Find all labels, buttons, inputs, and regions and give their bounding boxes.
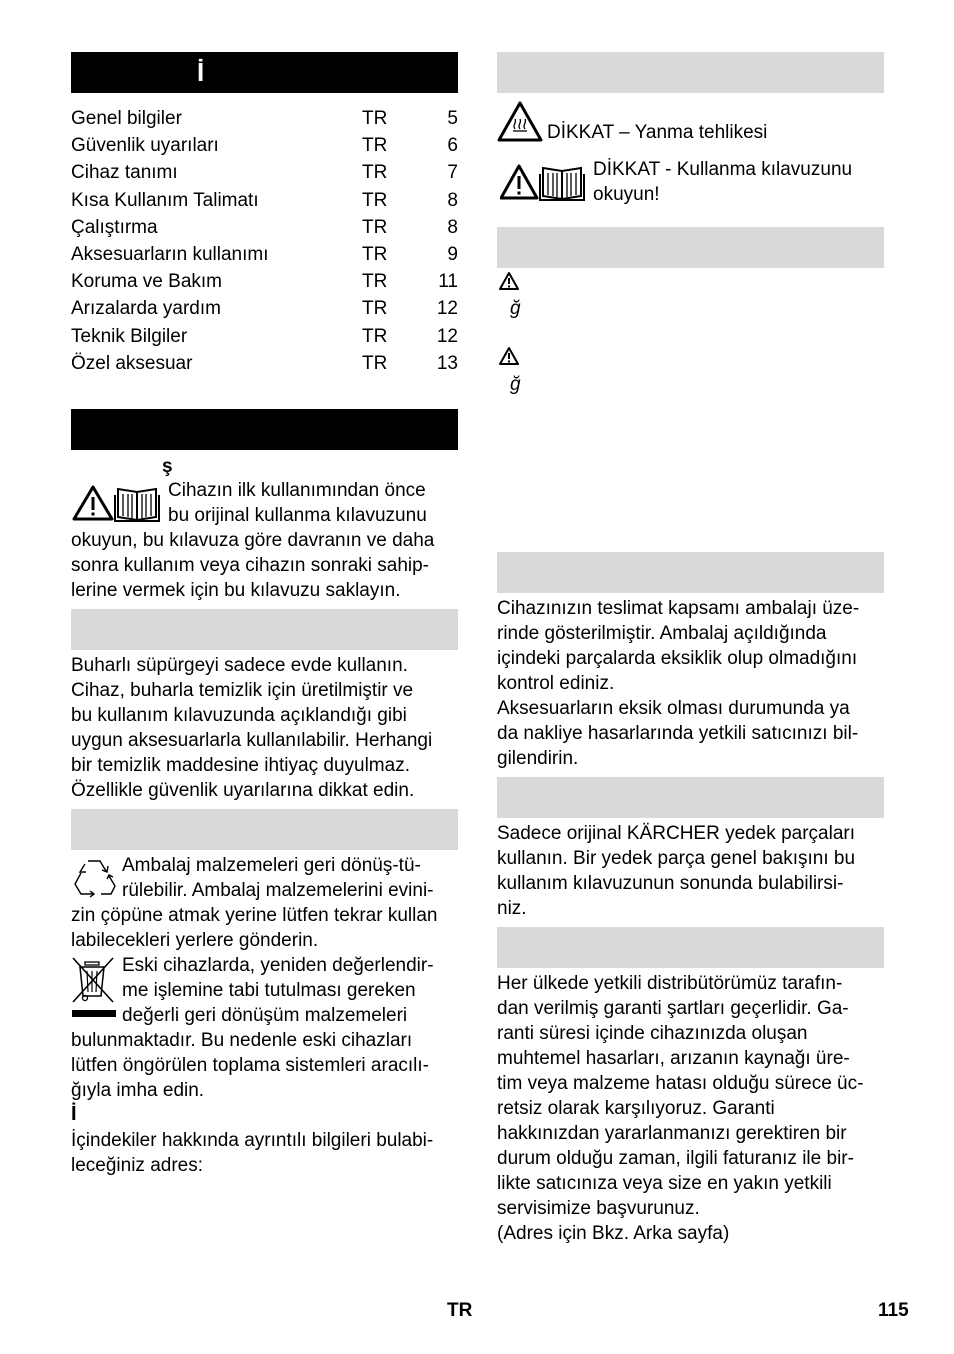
toc-page: 6 [447, 135, 458, 157]
hot-surface-warning-icon [497, 100, 543, 142]
paragraph-line: me işlemine tabi tutulması gereken [122, 980, 416, 1001]
paragraph-line: Cihazınızın teslimat kapsamı ambalajı üze- [497, 598, 860, 619]
paragraph-line: dan verilmiş garanti şartları geçerlidir. Ga- [497, 998, 849, 1019]
toc-row[interactable] [71, 241, 458, 268]
intro-paragraph [71, 528, 471, 603]
toc-page: 11 [438, 271, 458, 293]
toc-page: 7 [447, 162, 458, 184]
paragraph-line: bu kullanım kılavuzunda açıklandığı gibi [71, 705, 407, 726]
toc-lang: TR [362, 243, 388, 265]
symbols-bar [497, 52, 884, 93]
paragraph-line: hakkınızdan yararlanmanızı gerektiren bir [497, 1123, 847, 1144]
warranty-paragraph [497, 971, 897, 1246]
general-info-bar [71, 409, 458, 450]
danger-icon-wrap [498, 271, 520, 291]
toc-title: Özel aksesuar [71, 352, 193, 374]
weee-icon-wrap [71, 956, 117, 1020]
manual-warning-text [593, 157, 893, 207]
intended-use-paragraph [71, 653, 471, 803]
toc-row[interactable] [71, 132, 458, 159]
paragraph-line: gilendirin. [497, 748, 579, 769]
paragraph-line: da nakliye hasarlarında yetkili satıcınızı bil- [497, 723, 859, 744]
paragraph-line: bu orijinal kullanma kılavuzunu [168, 505, 427, 526]
paragraph-line: Her ülkede yetkili distribütörümüz tarafın- [497, 973, 843, 994]
toc-title: Arızalarda yardım [71, 298, 221, 320]
toc-row[interactable] [71, 350, 458, 377]
toc-row[interactable] [71, 323, 458, 350]
toc-lang: TR [362, 216, 388, 238]
weee-icon-text [122, 953, 472, 1028]
toc-title: Güvenlik uyarıları [71, 135, 219, 157]
paragraph-line: değerli geri dönüşüm malzemeleri [122, 1005, 408, 1026]
toc-page: 5 [447, 108, 458, 129]
toc-row[interactable] [71, 268, 458, 295]
paragraph-line: niz. [497, 898, 527, 919]
footer-language: TR [447, 1300, 473, 1321]
paragraph-line: bulunmaktadır. Bu nedenle eski cihazları [71, 1030, 413, 1051]
toc-row[interactable] [71, 214, 458, 241]
toc-page: 9 [447, 243, 458, 265]
paragraph-line: muhtemel hasarları, arızanın kaynağı üre- [497, 1048, 850, 1069]
toc-lang: TR [362, 271, 388, 293]
toc-page: 13 [436, 352, 458, 374]
paragraph-line: kullanım kılavuzunun sonunda bulabilirsi- [497, 873, 844, 894]
toc-lang: TR [362, 108, 388, 129]
toc-title: Genel bilgiler [71, 108, 182, 129]
paragraph-line: uygun aksesuarlarla kullanılabilir. Herhangi [71, 730, 433, 751]
burn-warning-text: DİKKAT – Yanma tehlikesi [547, 122, 768, 143]
paragraph-line: Eski cihazlarda, yeniden değerlendir- [122, 955, 434, 976]
toc-lang: TR [362, 135, 388, 157]
warning-triangle-icon [498, 346, 520, 366]
toc-page: 12 [436, 298, 458, 320]
paragraph-line: içindeki parçalarda eksiklik olup olmadığını [497, 648, 858, 669]
toc-title: Kısa Kullanım Talimatı [71, 189, 259, 211]
warning-triangle-icon [498, 271, 520, 291]
caution-mark: ğ [510, 374, 521, 395]
paragraph-line: retsiz olarak karşılıyoruz. Garanti [497, 1098, 775, 1119]
recycle-icon [71, 856, 117, 898]
toc-title: Aksesuarların kullanımı [71, 243, 269, 265]
recycle-icon-text [122, 853, 472, 903]
paragraph-line: Buharlı süpürgeyi sadece evde kullanın. [71, 655, 408, 676]
toc-row[interactable] [71, 187, 458, 214]
paragraph-line: lerine vermek için bu kılavuzu saklayın. [71, 580, 401, 601]
paragraph-line: (Adres için Bkz. Arka sayfa) [497, 1223, 730, 1244]
warranty-bar [497, 927, 884, 968]
paragraph-line: kullanın. Bir yedek parça genel bakışını bu [497, 848, 856, 869]
warning-manual-icon-group [71, 484, 163, 522]
toc-title: Cihaz tanımı [71, 162, 178, 184]
paragraph-line: bir temizlik maddesine ihtiyaç duyulmaz. [71, 755, 410, 776]
paragraph-line: labilecekleri yerlere gönderin. [71, 930, 319, 951]
environment-bar [71, 809, 458, 850]
weee-paragraph [71, 1028, 471, 1103]
table-of-contents [71, 105, 458, 377]
left-column [71, 52, 458, 377]
paragraph-line: leceğiniz adres: [71, 1155, 204, 1176]
recycle-paragraph [71, 903, 481, 953]
toc-row[interactable] [71, 105, 458, 132]
paragraph-line: DİKKAT - Kullanma kılavuzunu [593, 159, 853, 180]
paragraph-line: kontrol ediniz. [497, 673, 615, 694]
caution-icon-wrap [498, 346, 520, 366]
toc-header-text: İ [197, 57, 205, 87]
toc-row[interactable] [71, 295, 458, 322]
paragraph-line: ranti süresi içinde cihazınızda oluşan [497, 1023, 808, 1044]
manual-warning-icon-wrap [500, 163, 586, 201]
reach-paragraph [71, 1128, 471, 1178]
toc-lang: TR [362, 325, 388, 347]
paragraph-line: Sadece orijinal KÄRCHER yedek parçaları [497, 823, 855, 844]
paragraph-line: sonra kullanım veya cihazın sonraki sahip- [71, 555, 430, 576]
paragraph-line: rülebilir. Ambalaj malzemelerini evini- [122, 880, 434, 901]
paragraph-line: zin çöpüne atmak yerine lütfen tekrar kullan [71, 905, 438, 926]
danger-mark: ğ [510, 298, 521, 319]
toc-title: Koruma ve Bakım [71, 271, 222, 293]
spare-parts-paragraph [497, 821, 897, 921]
toc-header-bar [71, 52, 458, 93]
paragraph-line: rinde gösterilmiştir. Ambalaj açıldığında [497, 623, 827, 644]
safety-levels-bar [497, 227, 884, 268]
paragraph-line: Ambalaj malzemeleri geri dönüş-tü- [122, 855, 421, 876]
toc-title: Teknik Bilgiler [71, 325, 188, 347]
paragraph-line: Cihaz, buharla temizlik için üretilmiştir ve [71, 680, 414, 701]
warning-triangle-book-icon [71, 484, 163, 522]
intro-icon-text [168, 478, 468, 528]
paragraph-line: Özellikle güvenlik uyarılarına dikkat edin. [71, 780, 415, 801]
section-mark: ş [162, 456, 173, 477]
toc-lang: TR [362, 298, 388, 320]
paragraph-line: İçindekiler hakkında ayrıntılı bilgileri bulabi- [71, 1130, 434, 1151]
spare-parts-bar [497, 777, 884, 818]
paragraph-line: tim veya malzeme hatası olduğu sürece üc- [497, 1073, 864, 1094]
paragraph-line: lütfen öngörülen toplama sistemleri aracılı- [71, 1055, 430, 1076]
toc-lang: TR [362, 352, 388, 374]
section-mark: İ [71, 1103, 77, 1125]
toc-lang: TR [362, 189, 388, 211]
burn-warning-icon-wrap [497, 100, 543, 142]
paragraph-line: Aksesuarların eksik olması durumunda ya [497, 698, 850, 719]
toc-title: Çalıştırma [71, 216, 158, 238]
recycle-icon-wrap [71, 856, 117, 898]
paragraph-line: durum olduğu zaman, ilgili faturanız ile bir- [497, 1148, 854, 1169]
page-number: 115 [878, 1300, 909, 1321]
crossed-bin-icon [71, 956, 117, 1020]
toc-page: 8 [447, 189, 458, 211]
delivery-bar [497, 552, 884, 593]
delivery-paragraph [497, 596, 897, 771]
paragraph-line: okuyun, bu kılavuza göre davranın ve daha [71, 530, 435, 551]
paragraph-line: okuyun! [593, 184, 660, 205]
toc-lang: TR [362, 162, 388, 184]
paragraph-line: servisimize başvurunuz. [497, 1198, 700, 1219]
toc-page: 12 [436, 325, 458, 347]
toc-page: 8 [447, 216, 458, 238]
paragraph-line: ğıyla imha edin. [71, 1080, 205, 1101]
paragraph-line: likte satıcınıza veya size en yakın yetkili [497, 1173, 832, 1194]
paragraph-line: Cihazın ilk kullanımından önce [168, 480, 426, 501]
toc-row[interactable] [71, 159, 458, 186]
warning-triangle-book-icon [500, 163, 586, 201]
intended-use-bar [71, 609, 458, 650]
